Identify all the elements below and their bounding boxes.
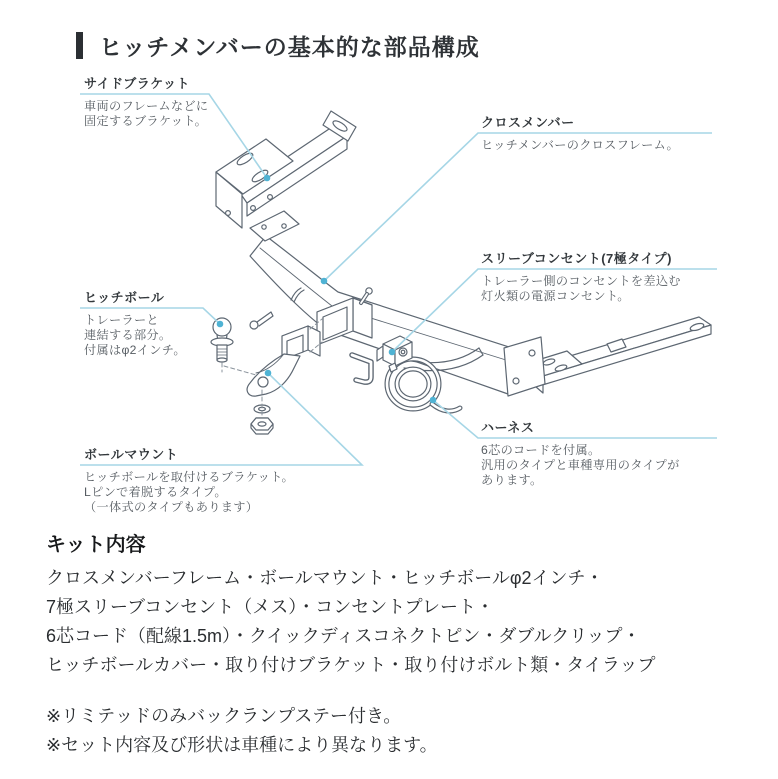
page-title: ヒッチメンバーの基本的な部品構成 [99, 34, 480, 60]
l-pin-part [352, 355, 371, 382]
label-cross-member [481, 116, 721, 153]
label-sleeve-outlet [481, 252, 726, 304]
label-desc-line: Lピンで着脱するタイプ。 [84, 485, 227, 500]
label-desc-line: トレーラーと [84, 313, 159, 327]
ball-mount-part [247, 326, 320, 396]
label-desc-line: 車両のフレームなどに [84, 99, 209, 113]
kit-line: 6芯コード（配線1.5m）・クイックディスコネクトピン・ダブルクリップ・ [46, 626, 641, 646]
label-desc-line: 連結する部分。 [84, 328, 172, 343]
dot-cross-member [321, 278, 328, 285]
label-desc-line: ヒッチボールを取付けるブラケット。 [84, 470, 294, 484]
label-desc-line: 6芯のコードを付属。 [481, 443, 601, 457]
dot-ball-mount [265, 370, 272, 377]
label-hitch-ball [84, 291, 244, 359]
dot-sleeve-outlet [389, 349, 396, 356]
label-desc-line: 固定するブラケット。 [84, 114, 208, 129]
kit-line: ヒッチボールカバー・取り付けブラケット・取り付けボルト類・タイラップ [46, 655, 656, 675]
label-side-bracket [84, 77, 274, 129]
label-title: サイドブラケット [84, 76, 191, 91]
label-desc-line: ヒッチメンバーのクロスフレーム。 [481, 138, 679, 152]
label-title: クロスメンバー [481, 115, 575, 130]
kit-note: ※セット内容及び形状は車種により異なります。 [46, 734, 438, 755]
label-harness [481, 421, 726, 489]
kit-heading: キット内容 [46, 534, 146, 556]
label-desc-line: 付属はφ2インチ。 [84, 343, 186, 358]
dot-harness [430, 397, 437, 404]
kit-line: クロスメンバーフレーム・ボールマウント・ヒッチボールφ2インチ・ [46, 568, 604, 588]
rear-bar-bracket [527, 317, 711, 393]
label-desc-line: トレーラー側のコンセントを差込む [481, 274, 681, 288]
label-title: ボールマウント [84, 447, 179, 462]
label-desc-line: 灯火類の電源コンセント。 [481, 289, 630, 304]
kit-line: 7極スリーブコンセント（メス）・コンセントプレート・ [46, 597, 494, 617]
label-desc-line: （一体式のタイプもあります） [84, 500, 259, 515]
label-title: スリーブコンセント(7極タイプ) [481, 251, 672, 266]
label-title: ヒッチボール [84, 290, 165, 305]
label-title: ハーネス [481, 420, 535, 435]
kit-note: ※リミテッドのみバックランプステー付き。 [46, 706, 402, 726]
tube-flange [250, 211, 299, 241]
washer-nut [251, 405, 273, 434]
label-desc-line: あります。 [481, 473, 543, 488]
label-ball-mount [84, 448, 324, 516]
kit-contents-section [46, 533, 746, 759]
label-desc-line: 汎用のタイプと車種専用のタイプが [481, 458, 680, 473]
dot-side-bracket [264, 175, 271, 182]
